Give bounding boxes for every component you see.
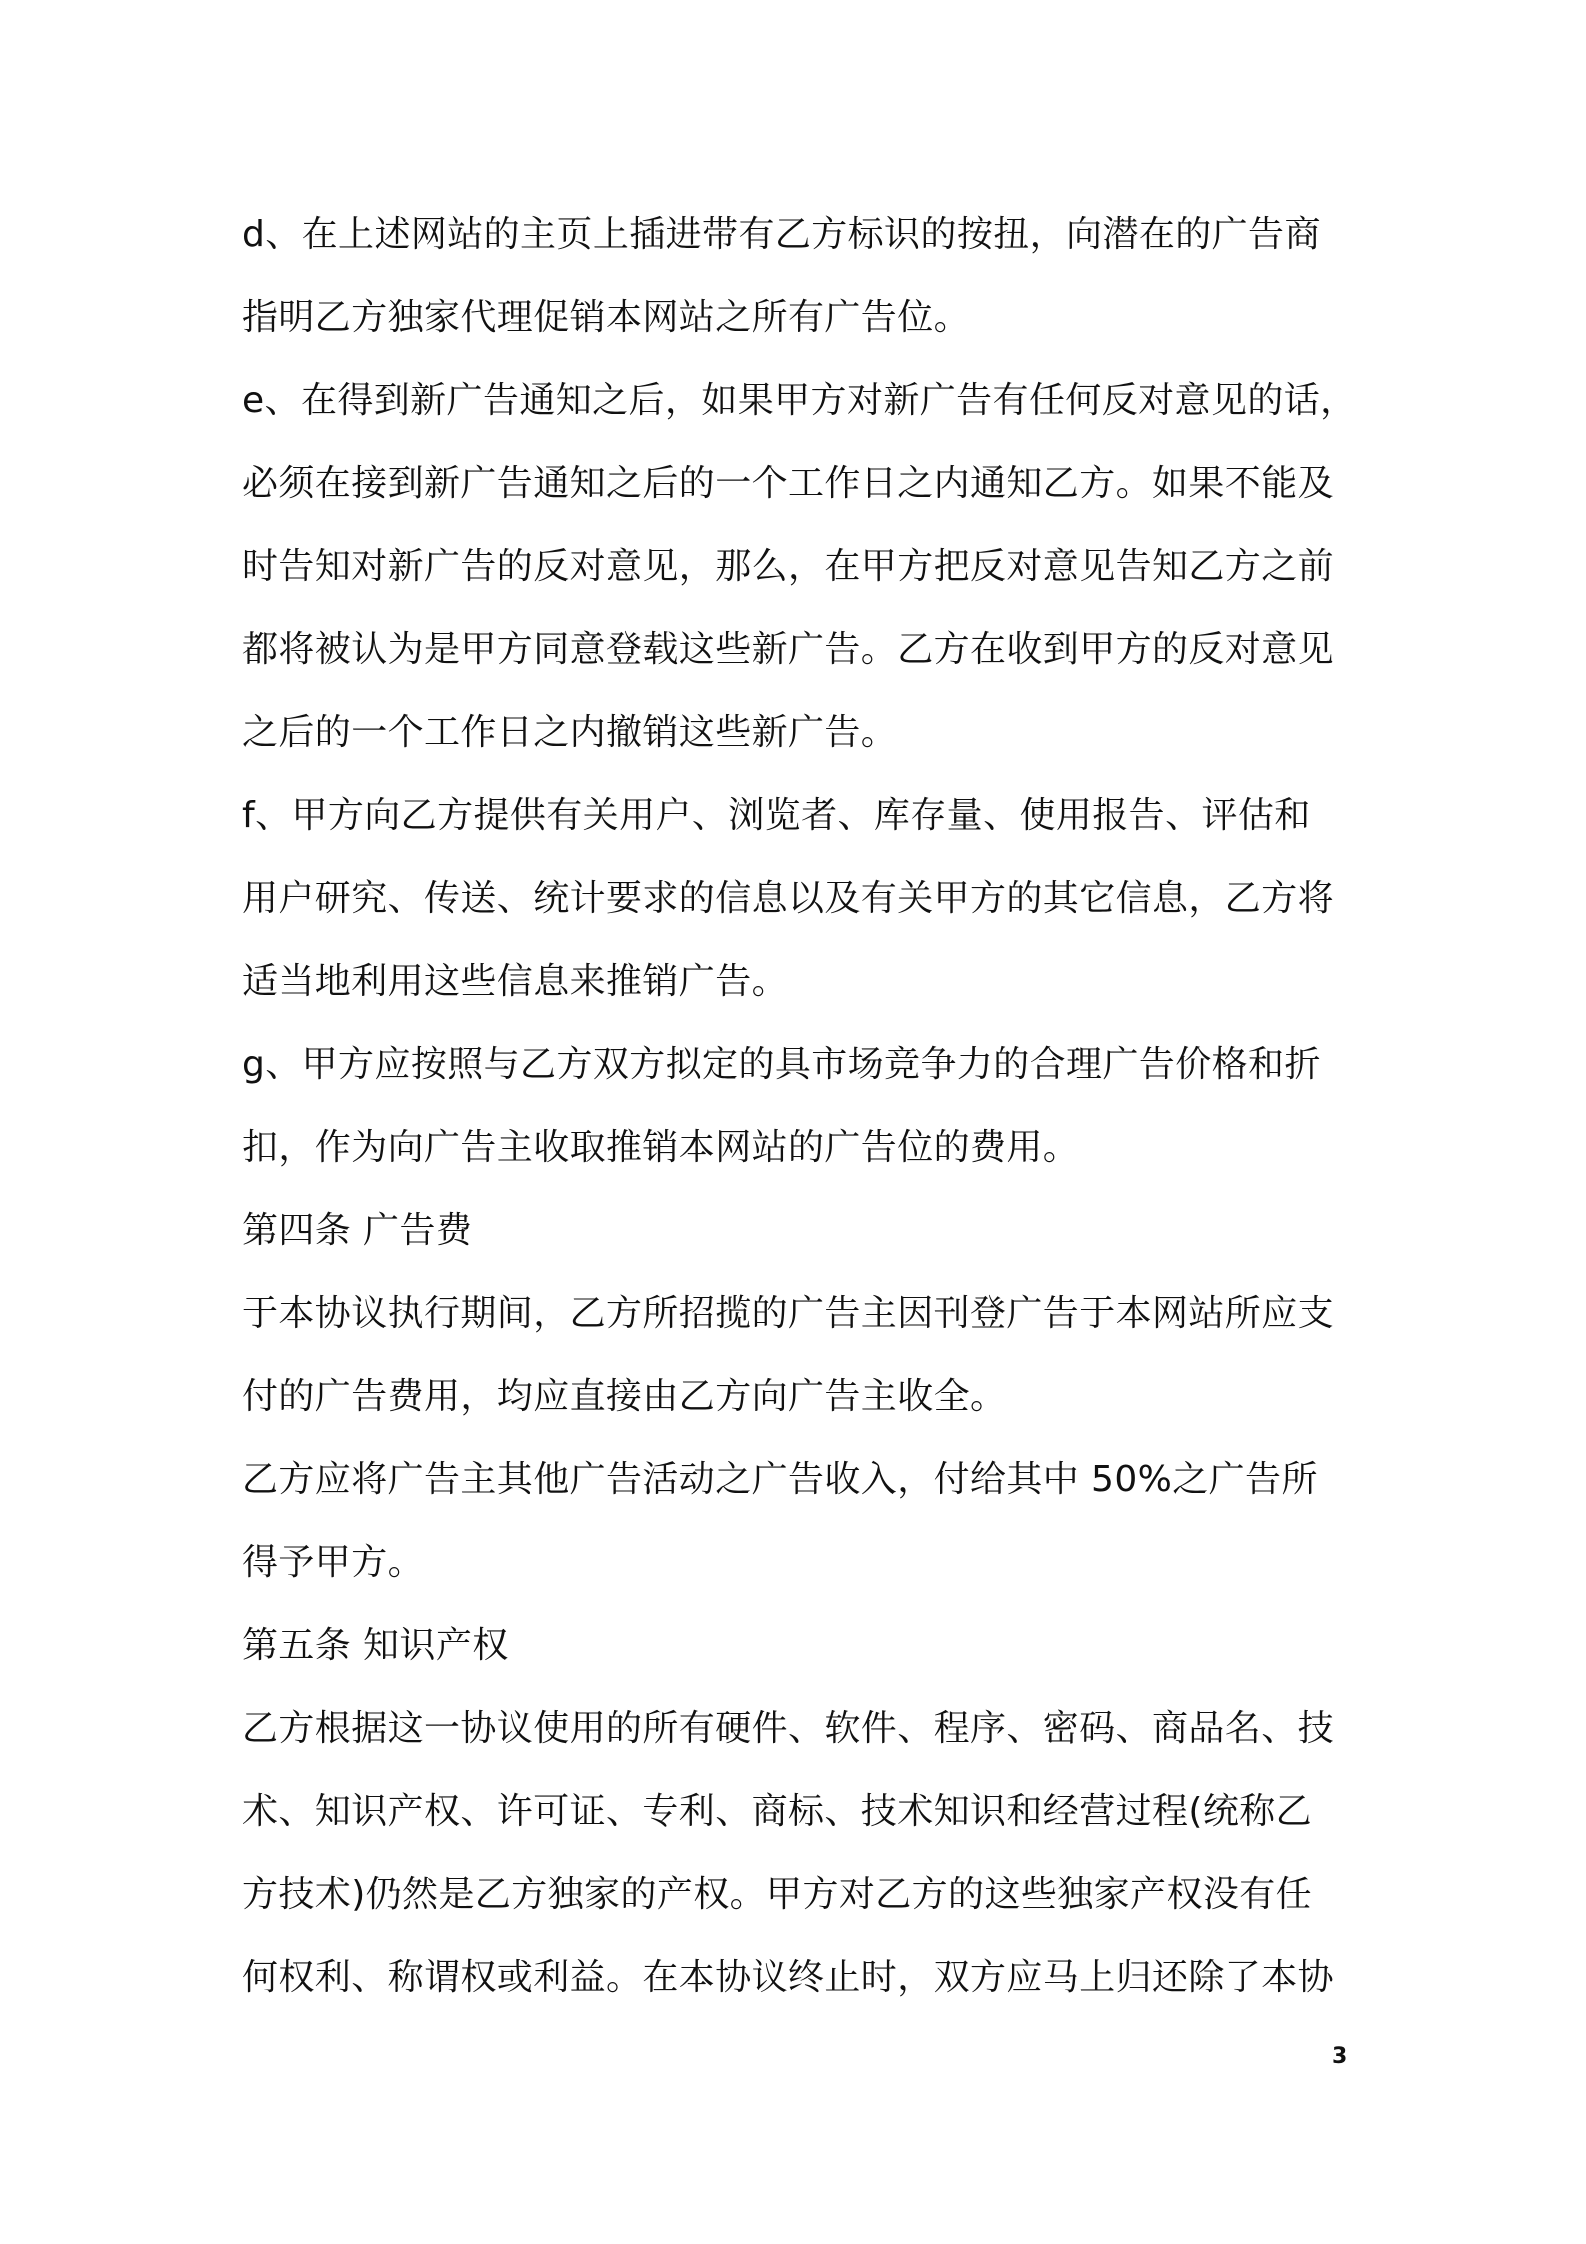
section-heading-article-4: 第四条 广告费	[242, 1210, 473, 1251]
text-line: e、在得到新广告通知之后，如果甲方对新广告有任何反对意见的话，	[242, 380, 1357, 421]
text-line: 方技术)仍然是乙方独家的产权。甲方对乙方的这些独家产权没有任	[242, 1874, 1313, 1915]
text-line: 用户研究、传送、统计要求的信息以及有关甲方的其它信息，乙方将	[242, 878, 1335, 919]
text-line: 乙方应将广告主其他广告活动之广告收入，付给其中 50%之广告所	[242, 1459, 1318, 1500]
document-body	[242, 193, 1362, 2019]
text-line: 乙方根据这一协议使用的所有硬件、软件、程序、密码、商品名、技	[242, 1708, 1335, 1749]
section-heading-article-5: 第五条 知识产权	[242, 1625, 509, 1666]
text-line: 于本协议执行期间，乙方所招揽的广告主因刊登广告于本网站所应支	[242, 1293, 1335, 1334]
text-line: 扣，作为向广告主收取推销本网站的广告位的费用。	[242, 1127, 1080, 1168]
text-line: 必须在接到新广告通知之后的一个工作日之内通知乙方。如果不能及	[242, 463, 1335, 504]
text-line: 指明乙方独家代理促销本网站之所有广告位。	[242, 297, 971, 338]
text-line: 之后的一个工作日之内撤销这些新广告。	[242, 712, 898, 753]
text-line: 何权利、称谓权或利益。在本协议终止时，双方应马上归还除了本协	[242, 1957, 1335, 1998]
text-line: 术、知识产权、许可证、专利、商标、技术知识和经营过程(统称乙	[242, 1791, 1313, 1832]
text-line: 时告知对新广告的反对意见，那么，在甲方把反对意见告知乙方之前	[242, 546, 1335, 587]
text-line: 适当地利用这些信息来推销广告。	[242, 961, 789, 1002]
page-number: 3	[1332, 2044, 1348, 2069]
text-line: 都将被认为是甲方同意登载这些新广告。乙方在收到甲方的反对意见	[242, 629, 1335, 670]
text-line: d、在上述网站的主页上插进带有乙方标识的按扭，向潜在的广告商	[242, 214, 1321, 255]
text-line: f、甲方向乙方提供有关用户、浏览者、库存量、使用报告、评估和	[242, 795, 1311, 836]
text-line: g、甲方应按照与乙方双方拟定的具市场竞争力的合理广告价格和折	[242, 1044, 1321, 1085]
text-line: 得予甲方。	[242, 1542, 425, 1583]
text-line: 付的广告费用，均应直接由乙方向广告主收全。	[242, 1376, 1007, 1417]
